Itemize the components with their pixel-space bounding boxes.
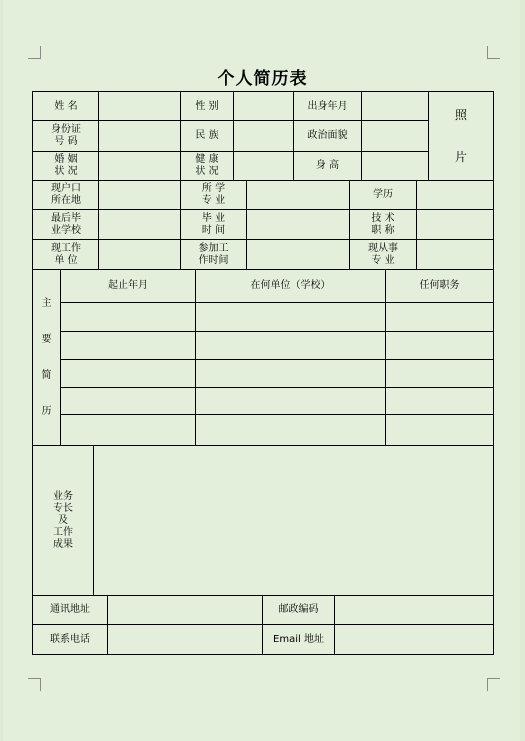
label-current-field: 现从事 专 业: [368, 242, 398, 266]
field-work-unit[interactable]: [99, 240, 180, 269]
label-education: 学历: [373, 189, 393, 200]
header-organization: 在何单位（学校）: [250, 280, 331, 291]
label-main-resume: 主 要 简 历: [41, 297, 52, 417]
label-name: 姓 名: [54, 100, 78, 112]
label-work-unit: 现工作 单 位: [51, 242, 81, 266]
label-postcode: 邮政编码: [278, 604, 319, 615]
field-id-number[interactable]: [99, 121, 180, 151]
label-address: 通讯地址: [50, 604, 90, 615]
label-expertise: 业务 专长 及 工作 成果: [53, 490, 73, 550]
field-hukou[interactable]: [99, 181, 180, 209]
label-email: Email 地址: [273, 633, 324, 645]
label-marital-status: 婚 姻 状 况: [54, 154, 78, 177]
field-professional-title[interactable]: [417, 210, 493, 239]
field-phone[interactable]: [108, 625, 262, 654]
label-phone: 联系电话: [50, 633, 90, 645]
label-major: 所 学 专 业: [201, 183, 226, 206]
field-current-field[interactable]: [417, 240, 493, 269]
label-professional-title: 技 术 职 称: [371, 212, 395, 236]
label-ethnicity: 民 族: [195, 130, 219, 141]
field-work-start-time[interactable]: [247, 240, 349, 269]
document-title: 个人简历表: [217, 69, 308, 89]
label-id-number: 身份证 号 码: [51, 124, 81, 147]
label-graduation-time: 毕 业 时 间: [201, 212, 226, 236]
field-health[interactable]: [234, 152, 293, 180]
header-period: 起止年月: [108, 280, 148, 291]
field-graduate-school[interactable]: [99, 210, 180, 239]
field-marital-status[interactable]: [99, 152, 180, 180]
field-major[interactable]: [247, 181, 349, 209]
label-hukou: 现户口 所在地: [51, 183, 81, 206]
label-gender: 性 别: [195, 100, 219, 112]
field-name[interactable]: [99, 92, 180, 121]
label-work-start-time: 参加工 作时间: [198, 242, 229, 266]
field-expertise[interactable]: [94, 446, 493, 595]
field-birth[interactable]: [362, 92, 428, 121]
field-political-status[interactable]: [362, 121, 428, 151]
label-health: 健 康 状 况: [195, 154, 219, 177]
label-political-status: 政治面貌: [307, 130, 348, 141]
photo-area[interactable]: 照 片: [454, 108, 467, 164]
field-graduation-time[interactable]: [247, 210, 349, 239]
field-email[interactable]: [335, 625, 493, 654]
field-address[interactable]: [108, 596, 262, 624]
label-height: 身 高: [315, 160, 340, 171]
field-education[interactable]: [417, 181, 493, 209]
label-graduate-school: 最后毕 业学校: [51, 212, 81, 236]
header-position: 任何职务: [419, 280, 460, 291]
label-birth: 出身年月: [307, 100, 348, 112]
field-gender[interactable]: [234, 92, 293, 121]
field-height[interactable]: [362, 152, 428, 180]
field-postcode[interactable]: [335, 596, 493, 624]
field-ethnicity[interactable]: [234, 121, 293, 151]
